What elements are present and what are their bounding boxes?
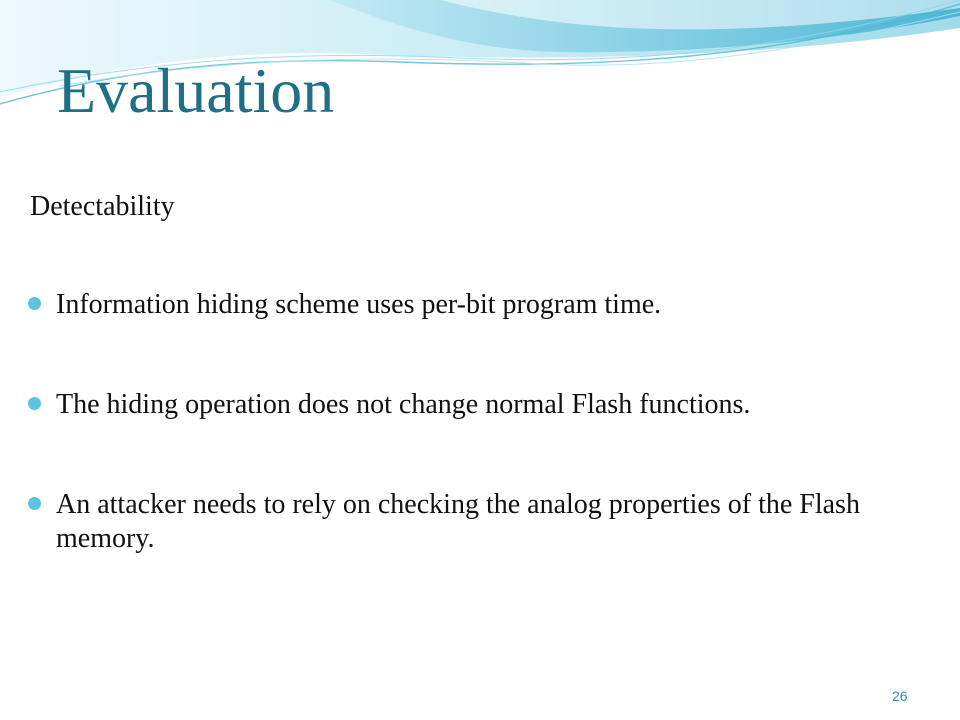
section-subheading: Detectability: [30, 191, 175, 222]
bullet-dot-icon: [28, 497, 41, 510]
bullet-list: [28, 288, 928, 556]
bullet-item: [28, 388, 928, 422]
bullet-text: Information hiding scheme uses per-bit program time.: [56, 289, 662, 320]
bullet-dot-icon: [28, 297, 41, 310]
bullet-text: The hiding operation does not change normal Flash functions.: [56, 389, 751, 420]
page-number: 26: [892, 688, 908, 704]
bullet-item: [28, 488, 928, 556]
bullet-dot-icon: [28, 397, 41, 410]
slide-title: Evaluation: [57, 55, 335, 126]
bullet-item: [28, 288, 928, 322]
bullet-text: An attacker needs to rely on checking the analog properties of the Flash memory.: [56, 489, 860, 554]
